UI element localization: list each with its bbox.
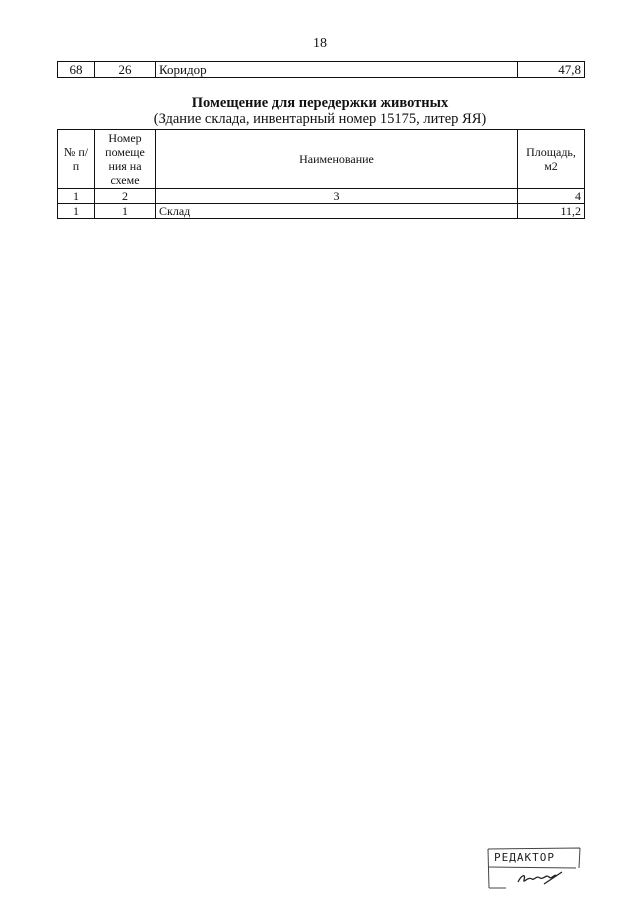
section-subtitle: (Здание склада, инвентарный номер 15175, литер ЯЯ) [153, 111, 487, 127]
section-title: Помещение для передержки животных [191, 95, 449, 111]
header-area: Площадь, м2 [518, 130, 585, 189]
editor-stamp [486, 846, 582, 890]
table-header-row [58, 130, 585, 189]
continuation-table [57, 61, 585, 78]
room-number: 1 [95, 204, 156, 219]
room-name: Склад [156, 204, 518, 219]
header-name: Наименование [156, 130, 518, 189]
stamp-label: РЕДАКТОР [494, 851, 555, 864]
column-index-row [58, 189, 585, 204]
page-number: 18 [313, 36, 327, 51]
row-number: 68 [58, 62, 95, 78]
index-area: 4 [518, 189, 585, 204]
row-number: 1 [58, 204, 95, 219]
room-area: 11,2 [518, 204, 585, 219]
index-name: 3 [156, 189, 518, 204]
rooms-table [57, 129, 585, 219]
room-number: 26 [95, 62, 156, 78]
room-area: 47,8 [518, 62, 585, 78]
header-num: № п/п [58, 130, 95, 189]
table-row [58, 62, 585, 78]
table-row [58, 204, 585, 219]
signature-scribble [518, 872, 562, 884]
header-room: Номер помеще ния на схеме [95, 130, 156, 189]
index-num: 1 [58, 189, 95, 204]
index-room: 2 [95, 189, 156, 204]
room-name: Коридор [156, 62, 518, 78]
